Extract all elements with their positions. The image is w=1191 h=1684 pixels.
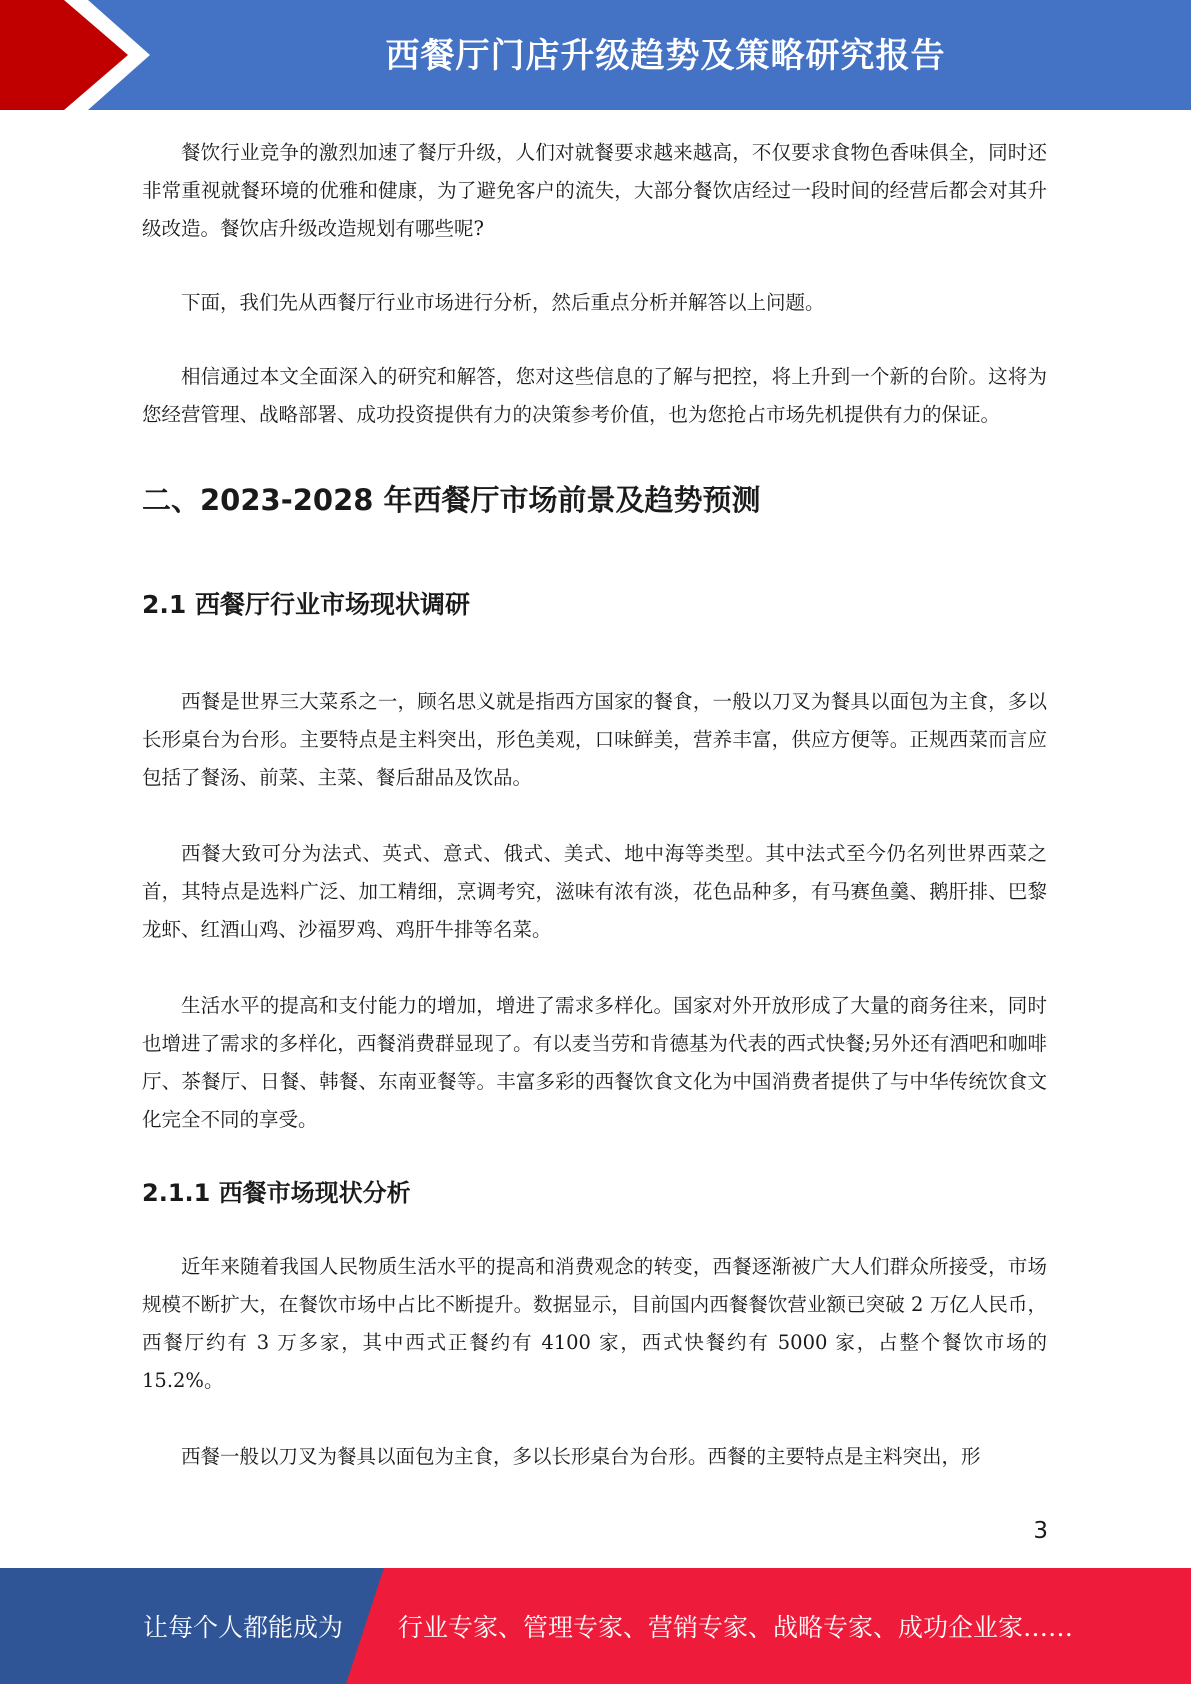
subsection-paragraph-3: 生活水平的提高和支付能力的增加，增进了需求多样化。国家对外开放形成了大量的商务往来，同时也增进了需求的多样化，西餐消费群显现了。有以麦当劳和肯德基为代表的西式快餐;另外还有酒吧和咖啡厅、茶餐厅、日餐、韩餐、东南亚餐等。丰富多彩的西餐饮食文化为中国消费者提供了与中华传统饮食文化完全不同的享受。 [142, 994, 1047, 1131]
sub-subsection-heading: 2.1.1 西餐市场现状分析 [142, 1179, 411, 1207]
sub-subsection-paragraph-1: 近年来随着我国人民物质生活水平的提高和消费观念的转变，西餐逐渐被广大人们群众所接受，市场规模不断扩大，在餐饮市场中占比不断提升。数据显示，目前国内西餐餐饮营业额已突破 2 万亿人民币，西餐厅约有 3 万多家，其中西式正餐约有 4100 家，西式快餐约有 5000 家，占整个餐饮市场的 15.2%。 [142, 1255, 1047, 1392]
page-number: 3 [1033, 1518, 1048, 1544]
subsection-heading: 2.1 西餐厅行业市场现状调研 [142, 590, 470, 619]
intro-paragraph-3: 相信通过本文全面深入的研究和解答，您对这些信息的了解与把控，将上升到一个新的台阶。这将为您经营管理、战略部署、成功投资提供有力的决策参考价值，也为您抢占市场先机提供有力的保证。 [142, 365, 1047, 426]
subsection-paragraph-2: 西餐大致可分为法式、英式、意式、俄式、美式、地中海等类型。其中法式至今仍名列世界西菜之首，其特点是选料广泛、加工精细，烹调考究，滋味有浓有淡，花色品种多，有马赛鱼羹、鹅肝排、巴黎龙虾、红酒山鸡、沙福罗鸡、鸡肝牛排等名菜。 [142, 842, 1047, 941]
report-title: 西餐厅门店升级趋势及策略研究报告 [385, 36, 946, 76]
section-heading: 二、2023-2028 年西餐厅市场前景及趋势预测 [142, 483, 761, 517]
intro-paragraph-2: 下面，我们先从西餐厅行业市场进行分析，然后重点分析并解答以上问题。 [181, 291, 825, 314]
page-header [0, 0, 1191, 110]
page-footer [0, 1568, 1191, 1684]
header-arrow-icon [0, 0, 160, 110]
sub-subsection-paragraph-2: 西餐一般以刀叉为餐具以面包为主食，多以长形桌台为台形。西餐的主要特点是主料突出，形 [181, 1445, 981, 1468]
footer-slogan-left: 让每个人都能成为 [143, 1613, 344, 1642]
subsection-paragraph-1: 西餐是世界三大菜系之一，顾名思义就是指西方国家的餐食，一般以刀叉为餐具以面包为主食，多以长形桌台为台形。主要特点是主料突出，形色美观，口味鲜美，营养丰富，供应方便等。正规西菜而言应包括了餐汤、前菜、主菜、餐后甜品及饮品。 [142, 690, 1047, 789]
footer-slogan-right: 行业专家、管理专家、营销专家、战略专家、成功企业家…… [398, 1613, 1074, 1642]
intro-paragraph-1: 餐饮行业竞争的激烈加速了餐厅升级，人们对就餐要求越来越高，不仅要求食物色香味俱全，同时还非常重视就餐环境的优雅和健康，为了避免客户的流失，大部分餐饮店经过一段时间的经营后都会对其升级改造。餐饮店升级改造规划有哪些呢? [142, 141, 1047, 240]
document-body [142, 134, 1047, 1476]
